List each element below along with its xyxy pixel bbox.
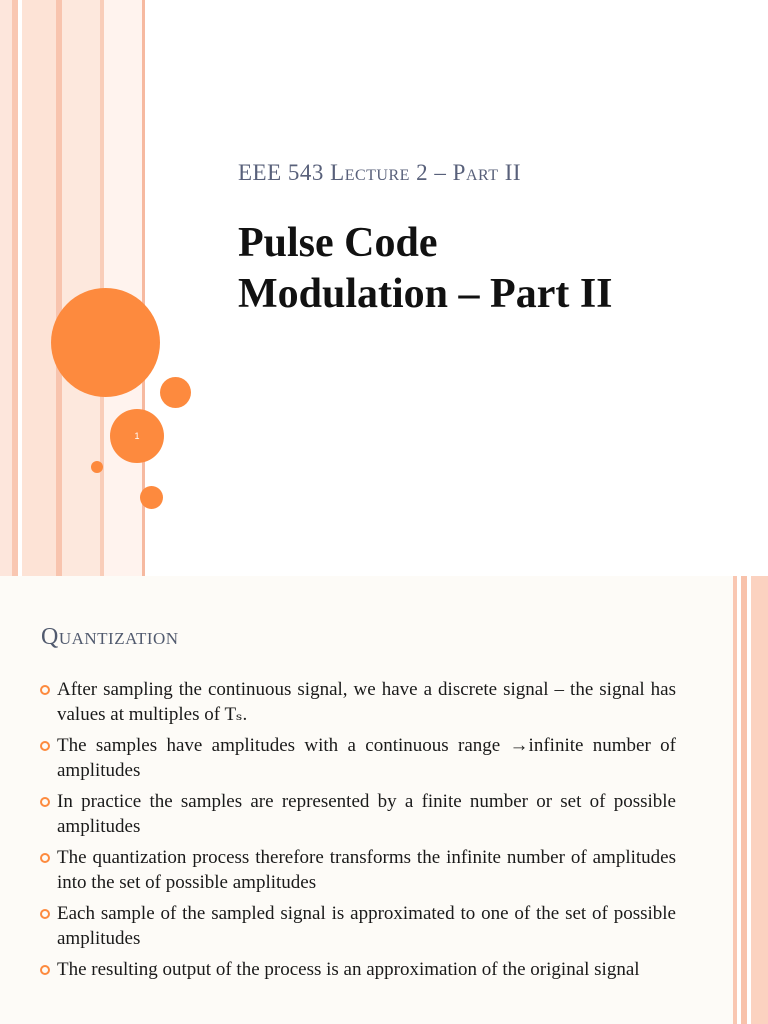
heading-text: Quantization	[41, 624, 179, 650]
bullet-icon	[40, 685, 50, 695]
list-item	[40, 733, 676, 783]
list-item	[40, 789, 676, 839]
decorative-circle-small	[140, 486, 163, 509]
decorative-circle-large	[51, 288, 160, 397]
bullet-text: Each sample of the sampled signal is approximated to one of the set of possible amplitudes	[57, 903, 676, 949]
bullet-text: After sampling the continuous signal, we have a discrete signal – the signal has values at multiples of Tₛ.	[57, 679, 676, 725]
list-item	[40, 957, 676, 982]
bullet-text: In practice the samples are represented by a finite number or set of possible amplitudes	[57, 791, 676, 837]
section-heading	[41, 624, 179, 651]
title-line-2: Modulation – Part II	[238, 271, 613, 317]
bullet-icon	[40, 853, 50, 863]
slide-title	[238, 218, 738, 320]
slide-subtitle	[238, 160, 521, 186]
bullet-text: The samples have amplitudes with a continuous range →infinite number of amplitudes	[57, 735, 676, 781]
page-number: 1	[134, 431, 140, 441]
bullet-text: The quantization process therefore transforms the infinite number of amplitudes into the set of possible amplitudes	[57, 847, 676, 893]
list-item	[40, 677, 676, 727]
bullet-list	[40, 677, 676, 988]
bullet-text: The resulting output of the process is an approximation of the original signal	[57, 959, 640, 980]
decorative-stripe	[22, 0, 56, 576]
subtitle-text: EEE 543 Lecture 2 – Part II	[238, 160, 522, 185]
list-item	[40, 845, 676, 895]
list-item	[40, 901, 676, 951]
decorative-circle-medium	[160, 377, 191, 408]
bullet-icon	[40, 965, 50, 975]
content-slide	[0, 576, 768, 1024]
title-line-1: Pulse Code	[238, 220, 438, 266]
bullet-icon	[40, 797, 50, 807]
decorative-circle-tiny	[91, 461, 103, 473]
decorative-stripe	[751, 576, 768, 1024]
page-number-circle	[110, 409, 164, 463]
decorative-stripe	[0, 0, 12, 576]
bullet-icon	[40, 909, 50, 919]
bullet-icon	[40, 741, 50, 751]
